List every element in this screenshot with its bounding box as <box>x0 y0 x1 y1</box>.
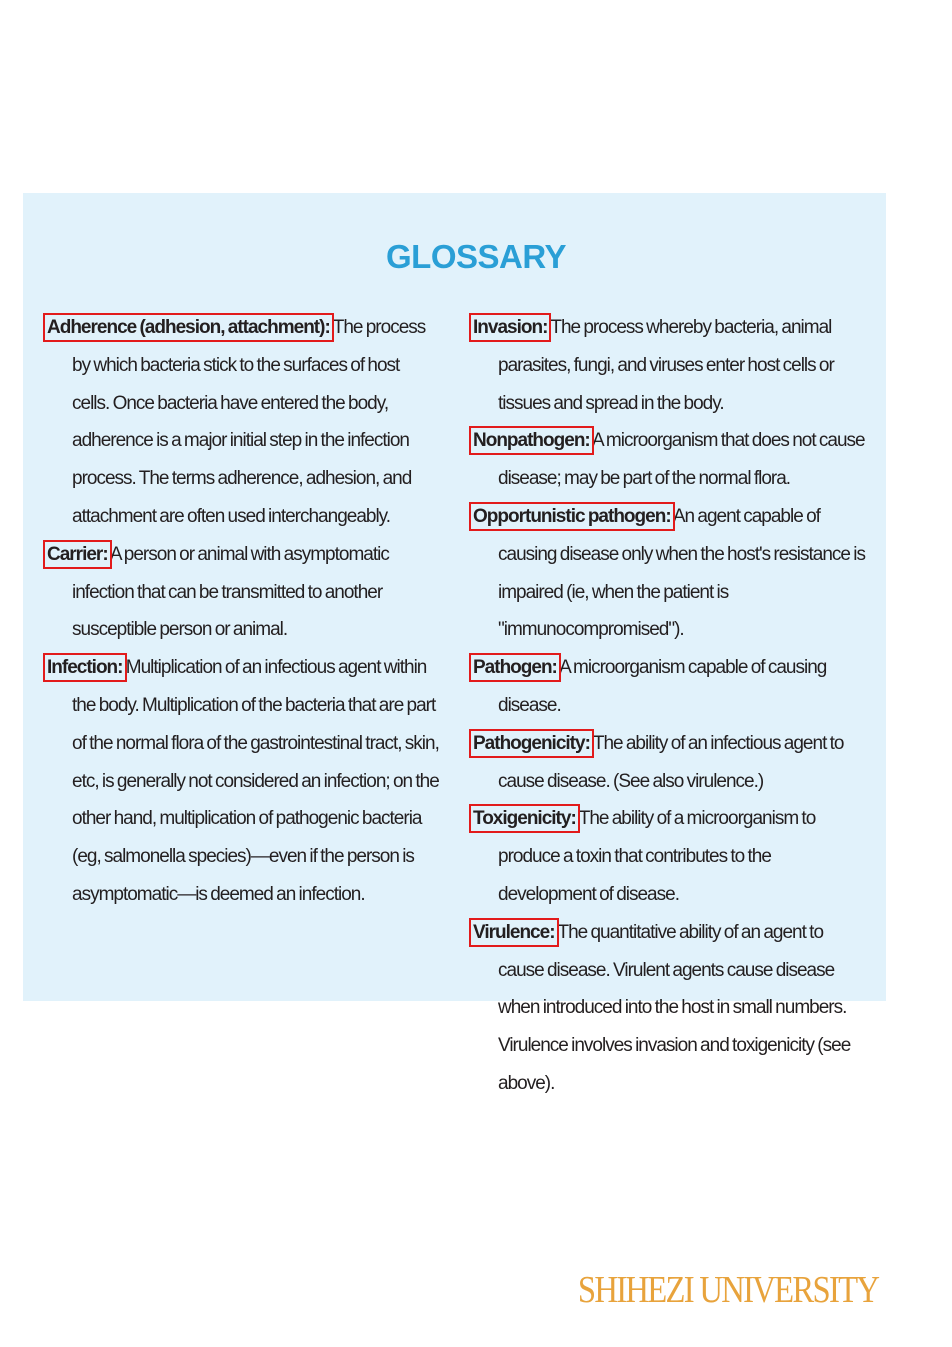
definition-adherence: The process by which bacteria stick to the surfaces of host cells. Once bacteria have entered the body, adherence is a major initial step in the infection process. The terms adherence, adhesion, and attachment are often used interchangeably. <box>72 317 426 527</box>
university-name: SHIHEZI UNIVERSITY <box>577 1269 878 1311</box>
glossary-entry-infection <box>47 649 439 914</box>
definition-infection: Multiplication of an infectious agent within the body. Multiplication of the bacteria that are part of the normal flora of the gastrointestinal tract, skin, etc, is generally not considered an infection; on the other hand, multiplication of pathogenic bacteria (eg, salmonella species)—even if the person is asymptomatic—is deemed an infection. <box>72 657 439 905</box>
glossary-entry-nonpathogen <box>473 422 871 498</box>
glossary-entry-toxigenicity <box>473 800 871 913</box>
definition-carrier: A person or animal with asymptomatic infection that can be transmitted to another susceptible person or animal. <box>72 543 389 641</box>
term-virulence: Virulence: <box>473 921 555 943</box>
glossary-entry-opportunistic-pathogen <box>473 498 871 649</box>
glossary-entry-virulence <box>473 914 871 1103</box>
glossary-entry-invasion <box>473 309 871 422</box>
term-adherence: Adherence (adhesion, attachment): <box>47 317 330 338</box>
definition-nonpathogen: A microorganism that does not cause disease; may be part of the normal flora. <box>498 430 865 490</box>
definition-toxigenicity: The ability of a microorganism to produce a toxin that contributes to the development of disease. <box>498 808 816 905</box>
glossary-entry-pathogenicity <box>473 725 871 801</box>
glossary-entry-carrier <box>47 536 439 649</box>
definition-pathogenicity: The ability of an infectious agent to cause disease. (See also virulence.) <box>498 732 844 792</box>
glossary-entry-pathogen <box>473 649 871 725</box>
glossary-entry-adherence <box>47 309 439 536</box>
definition-invasion: The process whereby bacteria, animal parasites, fungi, and viruses enter host cells or tissues and spread in the body. <box>498 317 834 414</box>
term-infection: Infection: <box>47 657 123 679</box>
definition-virulence: The quantitative ability of an agent to cause disease. Virulent agents cause disease when introduced into the host in small numbers. Virulence involves invasion and toxigenicity (see above). <box>498 921 851 1094</box>
term-invasion: Invasion: <box>473 317 548 338</box>
term-opportunistic-pathogen: Opportunistic pathogen: <box>473 505 671 527</box>
definition-pathogen: A microorganism capable of causing disease. <box>498 657 827 716</box>
definition-opportunistic-pathogen: An agent capable of causing disease only when the host's resistance is impaired (ie, when the patient is "immunocompromised"). <box>498 505 865 641</box>
glossary-left-column <box>47 309 439 914</box>
term-toxigenicity: Toxigenicity: <box>473 808 576 830</box>
term-pathogen: Pathogen: <box>473 657 557 679</box>
term-carrier: Carrier: <box>47 543 108 565</box>
glossary-title: GLOSSARY <box>386 238 566 275</box>
term-pathogenicity: Pathogenicity: <box>473 732 590 754</box>
glossary-right-column <box>473 309 871 1103</box>
term-nonpathogen: Nonpathogen: <box>473 430 590 452</box>
